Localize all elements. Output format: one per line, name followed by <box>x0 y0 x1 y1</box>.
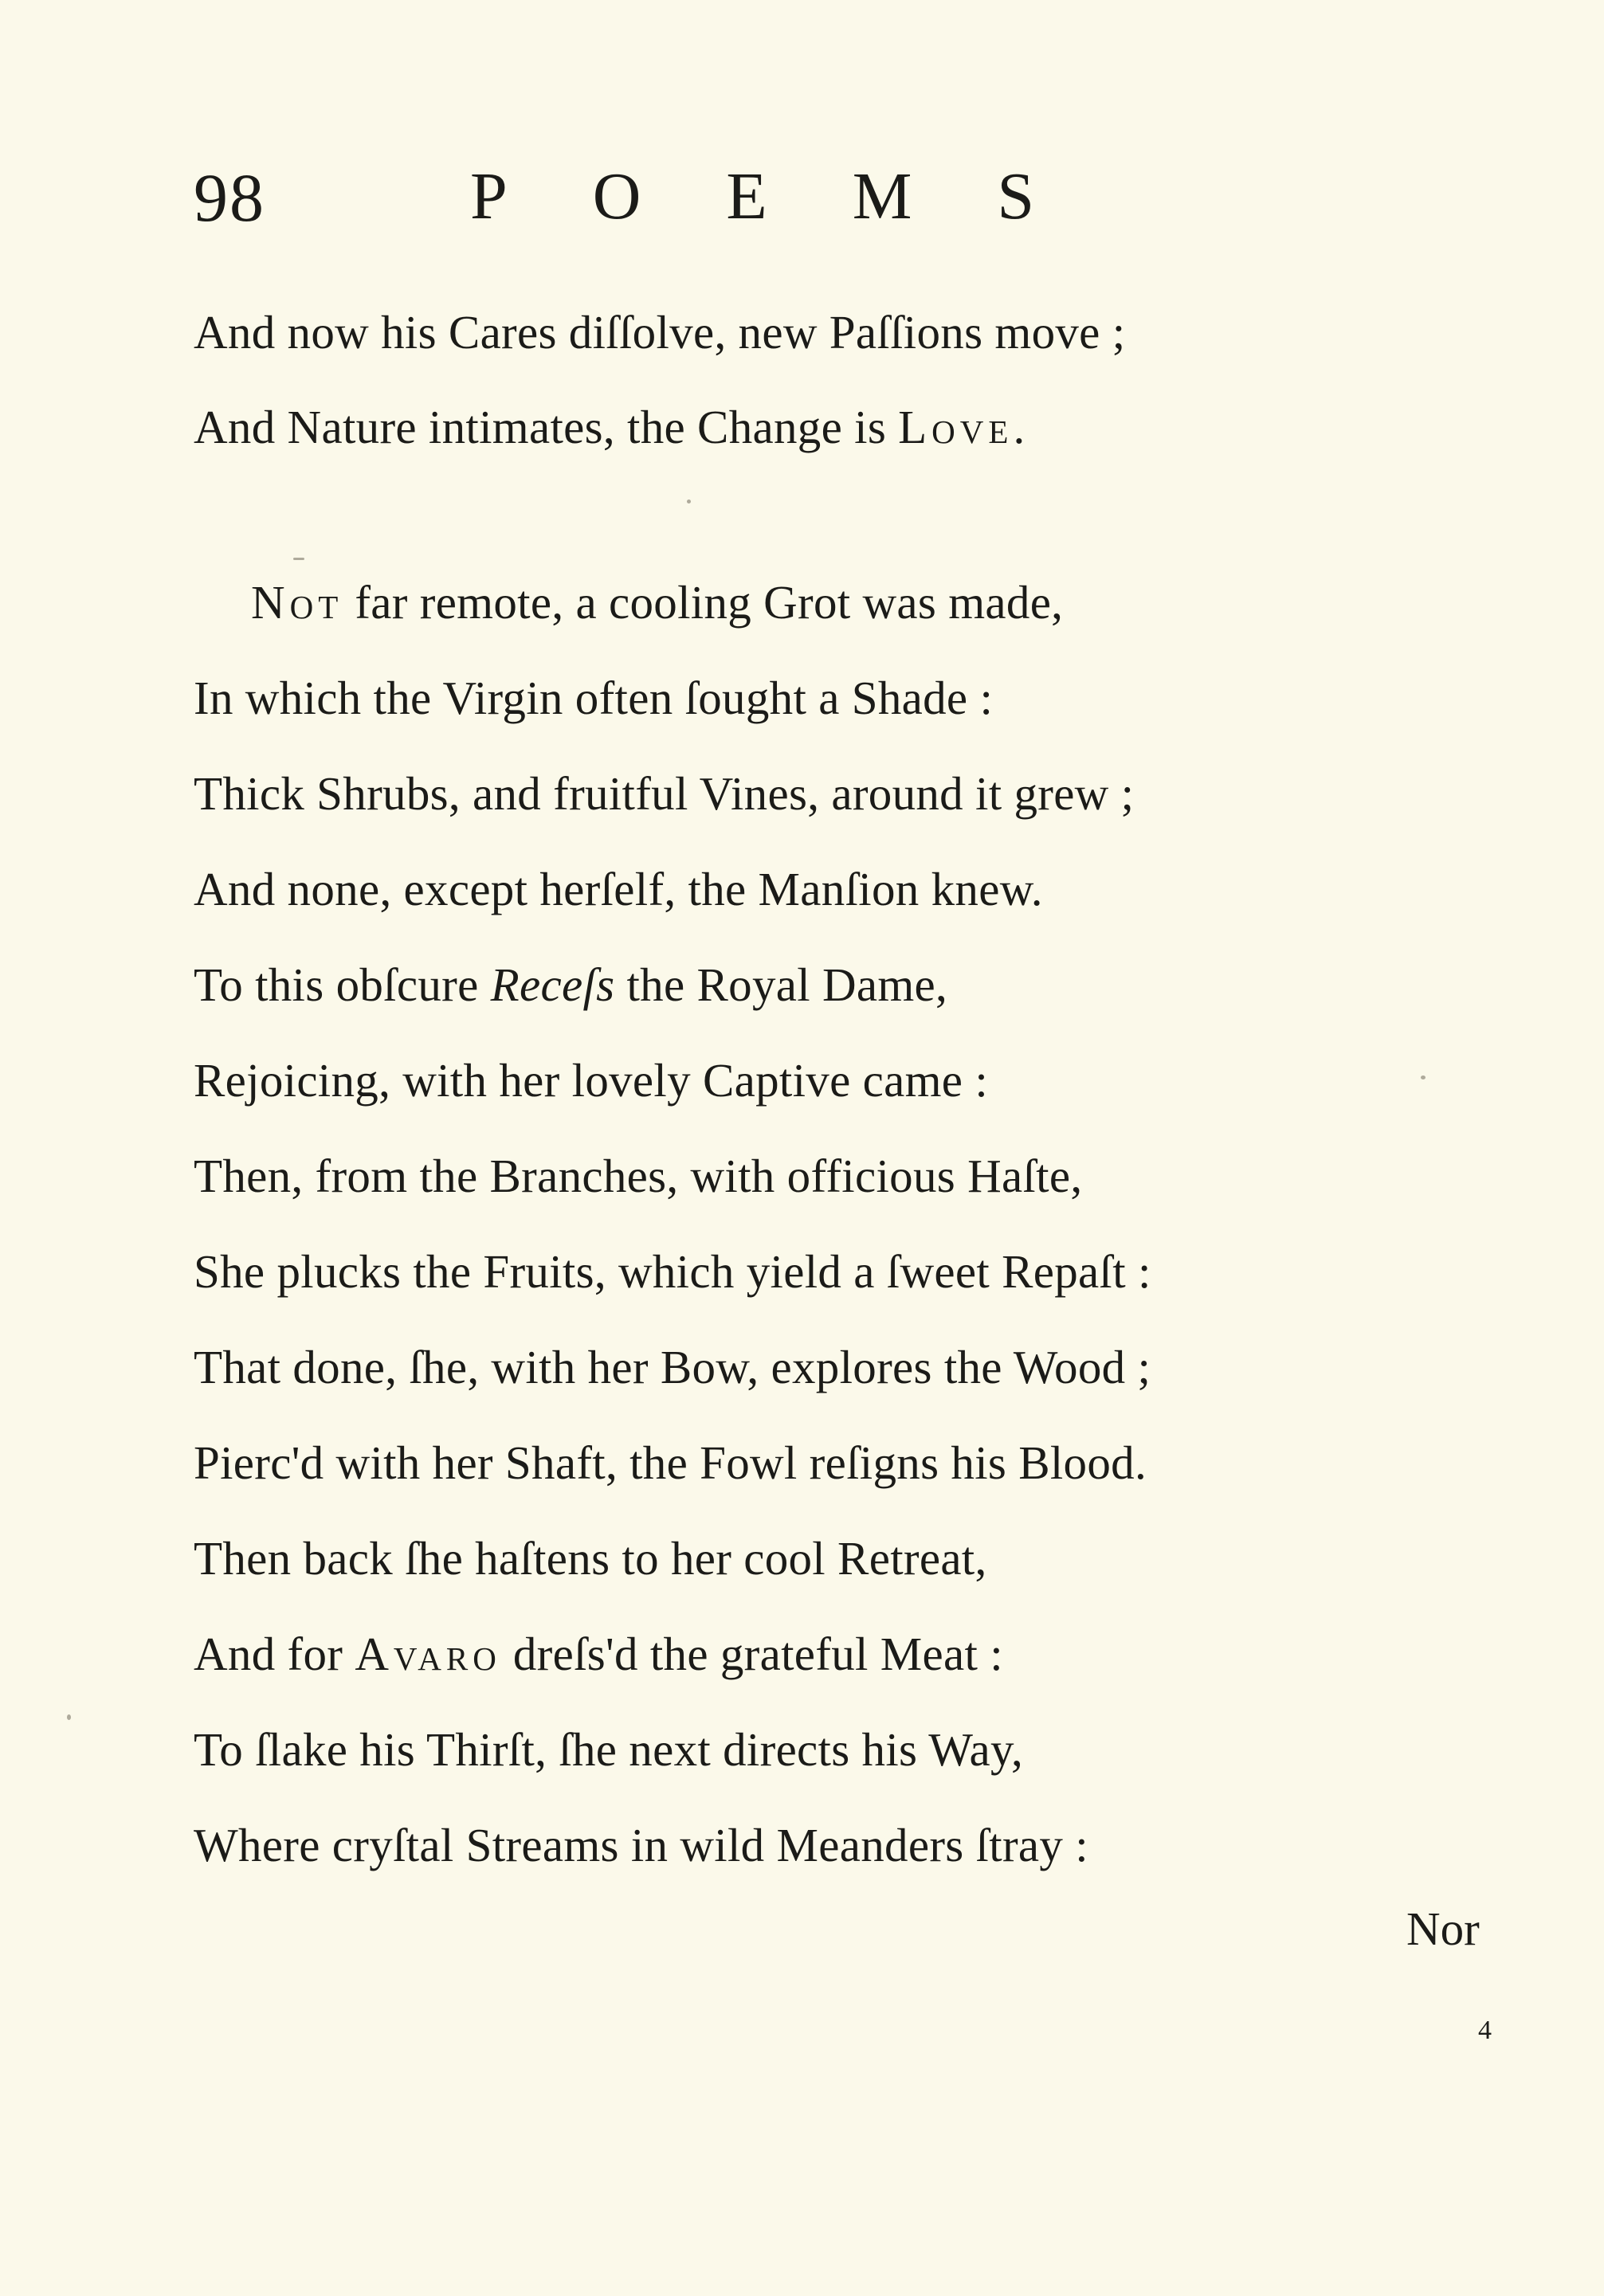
verse-text: To this obſcure <box>194 958 491 1011</box>
paper-speck <box>1421 1076 1426 1079</box>
verse-text: And Nature intimates, the Change is <box>194 401 899 453</box>
catchword: Nor <box>1406 1902 1480 1955</box>
verse-line: Then, from the Branches, with officious Haſte, <box>194 1150 1083 1202</box>
verse-line: Rejoicing, with her lovely Captive came : <box>194 1054 989 1107</box>
page-header <box>0 147 1604 259</box>
running-head: POEMS <box>470 159 1120 233</box>
small-caps-word: Not <box>251 576 343 629</box>
paper-speck <box>293 558 304 560</box>
verse-line: And none, except herſelf, the Manſion knew. <box>194 863 1043 915</box>
verse-line: In which the Virgin often ſought a Shade : <box>194 672 994 724</box>
verse-line: And now his Cares diſſolve, new Paſſions move ; <box>194 306 1126 359</box>
verse-line: Pierc'd with her Shaft, the Fowl reſigns his Blood. <box>194 1436 1147 1489</box>
verse-line <box>251 576 1064 629</box>
verse-line <box>194 1628 1003 1680</box>
verse-text: the Royal Dame, <box>614 958 948 1011</box>
verse-line: That done, ſhe, with her Bow, explores the Wood ; <box>194 1341 1151 1393</box>
italic-word: Receſs <box>490 958 615 1011</box>
verse-line <box>194 958 948 1011</box>
verse-text: dreſs'd the grateful Meat : <box>500 1628 1003 1680</box>
verse-line: Then back ſhe haſtens to her cool Retreat, <box>194 1532 987 1585</box>
verse-line: Thick Shrubs, and fruitful Vines, around it grew ; <box>194 767 1135 820</box>
verse-line: She plucks the Fruits, which yield a ſweet Repaſt : <box>194 1245 1151 1298</box>
paper-speck <box>67 1714 71 1720</box>
page-number: 98 <box>194 159 265 236</box>
verse-line <box>194 401 1030 453</box>
paper-speck <box>687 500 691 503</box>
verse-line: Where cryſtal Streams in wild Meanders ſtray : <box>194 1819 1088 1871</box>
signature-mark: 4 <box>1478 2016 1492 2045</box>
verse-text: And for <box>194 1628 355 1680</box>
verse-line: To ſlake his Thirſt, ſhe next directs his Way, <box>194 1723 1024 1776</box>
small-caps-word: Love. <box>898 401 1030 453</box>
small-caps-word: Avaro <box>355 1628 501 1680</box>
verse-text: far remote, a cooling Grot was made, <box>343 576 1064 629</box>
